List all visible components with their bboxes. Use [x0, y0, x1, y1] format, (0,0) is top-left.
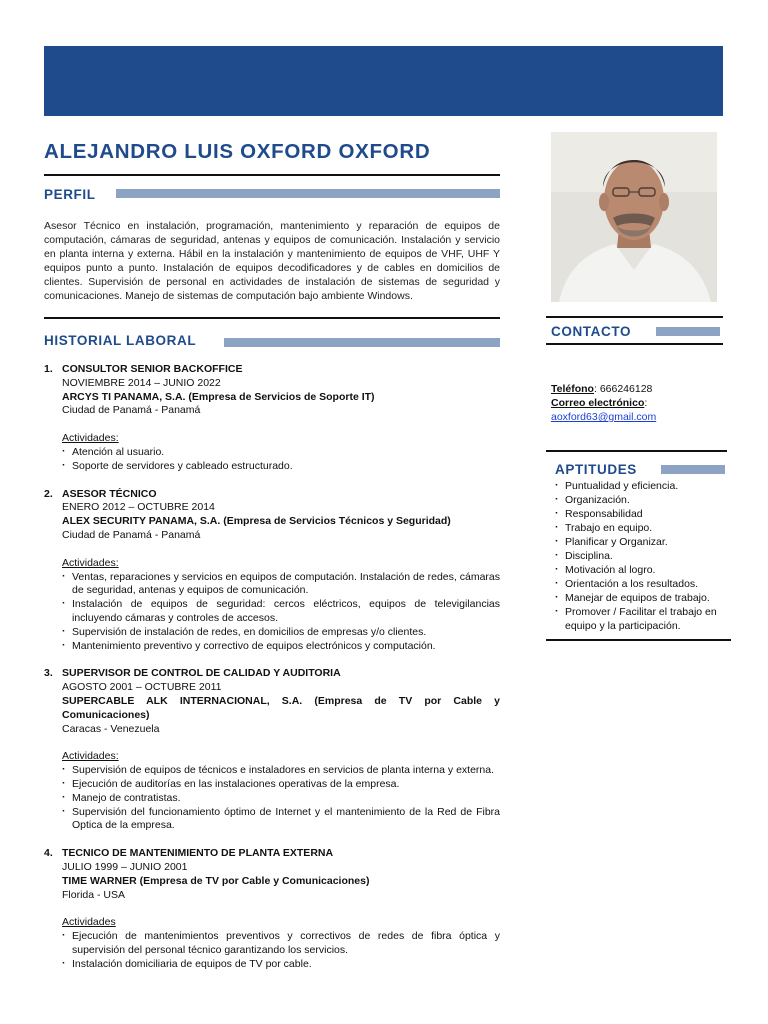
- job-number: 1.: [44, 363, 53, 375]
- contact-heading-underline: [546, 343, 723, 345]
- job-company: SUPERCABLE ALK INTERNACIONAL, S.A. (Empresa de TV por Cable y Comunicaciones): [62, 694, 500, 721]
- job-number: 3.: [44, 667, 53, 680]
- activity-item: · Soporte de servidores y cableado estructurado.: [62, 460, 500, 474]
- profile-text: Asesor Técnico en instalación, programación, mantenimiento y reparación de equipos de computación, cámaras de seguridad, antenas y equipos de comunicación. Instalación y servicio en planta interna y externa. Hábil en la instalación y mantenimiento de equipos de VHF, UHF Y equipos punto a punto. Instalación de equipos decodificadores y de cables en domicilios de clientes. Supervisión de personal en actividades de instalación de sistemas de seguridad y comunicaciones. Manejo de sistemas de computación bajo ambiente Windows.: [44, 220, 500, 302]
- profile-heading: PERFIL: [44, 187, 96, 202]
- job-dates: ENERO 2012 – OCTUBRE 2014: [62, 501, 215, 514]
- contact-divider: [546, 316, 723, 318]
- contact-block: [551, 382, 656, 424]
- email-colon: :: [644, 397, 648, 409]
- job-location: Ciudad de Panamá - Panamá: [62, 404, 201, 417]
- phone-row: [551, 382, 656, 396]
- activity-item: · Atención al usuario.: [62, 446, 500, 460]
- skill-item: · Motivación al logro.: [555, 563, 725, 577]
- skills-heading: APTITUDES: [555, 462, 637, 477]
- activities-label: Actividades: [62, 916, 116, 929]
- skills-bottom-divider: [546, 639, 731, 641]
- contact-heading-bar: [656, 327, 720, 336]
- activity-item: · Supervisión de equipos de técnicos e instaladores en servicios de planta interna y externa.: [62, 764, 500, 778]
- job-entry: [44, 667, 500, 833]
- email-label: Correo electrónico: [551, 397, 645, 409]
- header-banner: [44, 46, 723, 116]
- activities-list: [62, 446, 500, 474]
- job-title: CONSULTOR SENIOR BACKOFFICE: [62, 363, 243, 375]
- skills-list: [555, 479, 725, 633]
- skill-item: · Trabajo en equipo.: [555, 521, 725, 535]
- job-number: 4.: [44, 847, 53, 860]
- job-location: Florida - USA: [62, 888, 126, 901]
- activities-label: Actividades:: [62, 556, 119, 569]
- name-divider: [44, 174, 500, 176]
- job-company: ARCYS TI PANAMA, S.A. (Empresa de Servicios de Soporte IT): [62, 390, 375, 403]
- activities-list: [62, 930, 500, 971]
- job-dates: NOVIEMBRE 2014 – JUNIO 2022: [62, 376, 221, 389]
- skills-heading-bar: [661, 465, 725, 474]
- email-link[interactable]: aoxford63@gmail.com: [551, 411, 657, 423]
- job-title: ASESOR TÉCNICO: [62, 487, 157, 500]
- activity-item: · Ejecución de auditorías en las instalaciones operativas de la empresa.: [62, 778, 500, 792]
- skill-item: · Promover / Facilitar el trabajo en equipo y la participación.: [555, 605, 725, 633]
- job-location: Ciudad de Panamá - Panamá: [62, 528, 201, 541]
- activity-item: · Instalación domiciliaria de equipos de TV por cable.: [62, 958, 500, 972]
- profile-photo: [551, 132, 717, 302]
- job-list: [44, 363, 500, 985]
- job-entry: [44, 363, 500, 474]
- contact-heading: CONTACTO: [551, 324, 632, 339]
- job-entry: [44, 488, 500, 654]
- profile-heading-bar: [116, 189, 500, 198]
- skill-item: · Planificar y Organizar.: [555, 535, 725, 549]
- skill-item: · Responsabilidad: [555, 507, 725, 521]
- job-company: ALEX SECURITY PANAMA, S.A. (Empresa de Servicios Técnicos y Seguridad): [62, 515, 451, 528]
- activity-item: · Instalación de equipos de seguridad: cercos eléctricos, equipos de televigilancias incluyendo cámaras y controles de accesos.: [62, 598, 500, 626]
- job-title: SUPERVISOR DE CONTROL DE CALIDAD Y AUDITORIA: [62, 667, 341, 680]
- job-dates: JULIO 1999 – JUNIO 2001: [62, 860, 188, 873]
- phone-colon: :: [593, 383, 600, 395]
- job-number: 2.: [44, 487, 53, 500]
- activities-label: Actividades:: [62, 432, 119, 445]
- skills-divider: [546, 450, 727, 452]
- activities-list: [62, 764, 500, 833]
- phone-label: Teléfono: [551, 383, 594, 395]
- job-entry: [44, 847, 500, 971]
- skill-item: · Organización.: [555, 493, 725, 507]
- activity-item: · Ventas, reparaciones y servicios en equipos de computación. Instalación de redes, cámaras de seguridad, antenas y equipos de comunicación.: [62, 571, 500, 599]
- activities-list: [62, 571, 500, 654]
- email-row: [551, 396, 656, 410]
- job-dates: AGOSTO 2001 – OCTUBRE 2011: [62, 681, 222, 694]
- skill-item: · Disciplina.: [555, 549, 725, 563]
- candidate-name: ALEJANDRO LUIS OXFORD OXFORD: [44, 140, 431, 163]
- phone-value: 666246128: [599, 383, 653, 395]
- history-heading: HISTORIAL LABORAL: [44, 333, 197, 348]
- skill-item: · Manejar de equipos de trabajo.: [555, 591, 725, 605]
- history-heading-bar: [224, 338, 500, 347]
- activities-label: Actividades:: [62, 750, 119, 763]
- skill-item: · Orientación a los resultados.: [555, 577, 725, 591]
- job-location: Caracas - Venezuela: [62, 722, 160, 735]
- activity-item: · Supervisión de instalación de redes, en domicilios de empresas y/o clientes.: [62, 626, 500, 640]
- activity-item: · Mantenimiento preventivo y correctivo de equipos electrónicos y computación.: [62, 640, 500, 654]
- job-company: TIME WARNER (Empresa de TV por Cable y Comunicaciones): [62, 874, 370, 887]
- activity-item: · Manejo de contratistas.: [62, 792, 500, 806]
- skill-item: · Puntualidad y eficiencia.: [555, 479, 725, 493]
- activity-item: · Supervisión del funcionamiento óptimo de Internet y el mantenimiento de la Red de Fibra Optica de la empresa.: [62, 806, 500, 834]
- activity-item: · Ejecución de mantenimientos preventivos y correctivos de redes de fibra óptica y supervisión del personal técnico garantizando los servicios.: [62, 930, 500, 958]
- job-title: TECNICO DE MANTENIMIENTO DE PLANTA EXTERNA: [62, 847, 334, 860]
- history-divider: [44, 317, 500, 319]
